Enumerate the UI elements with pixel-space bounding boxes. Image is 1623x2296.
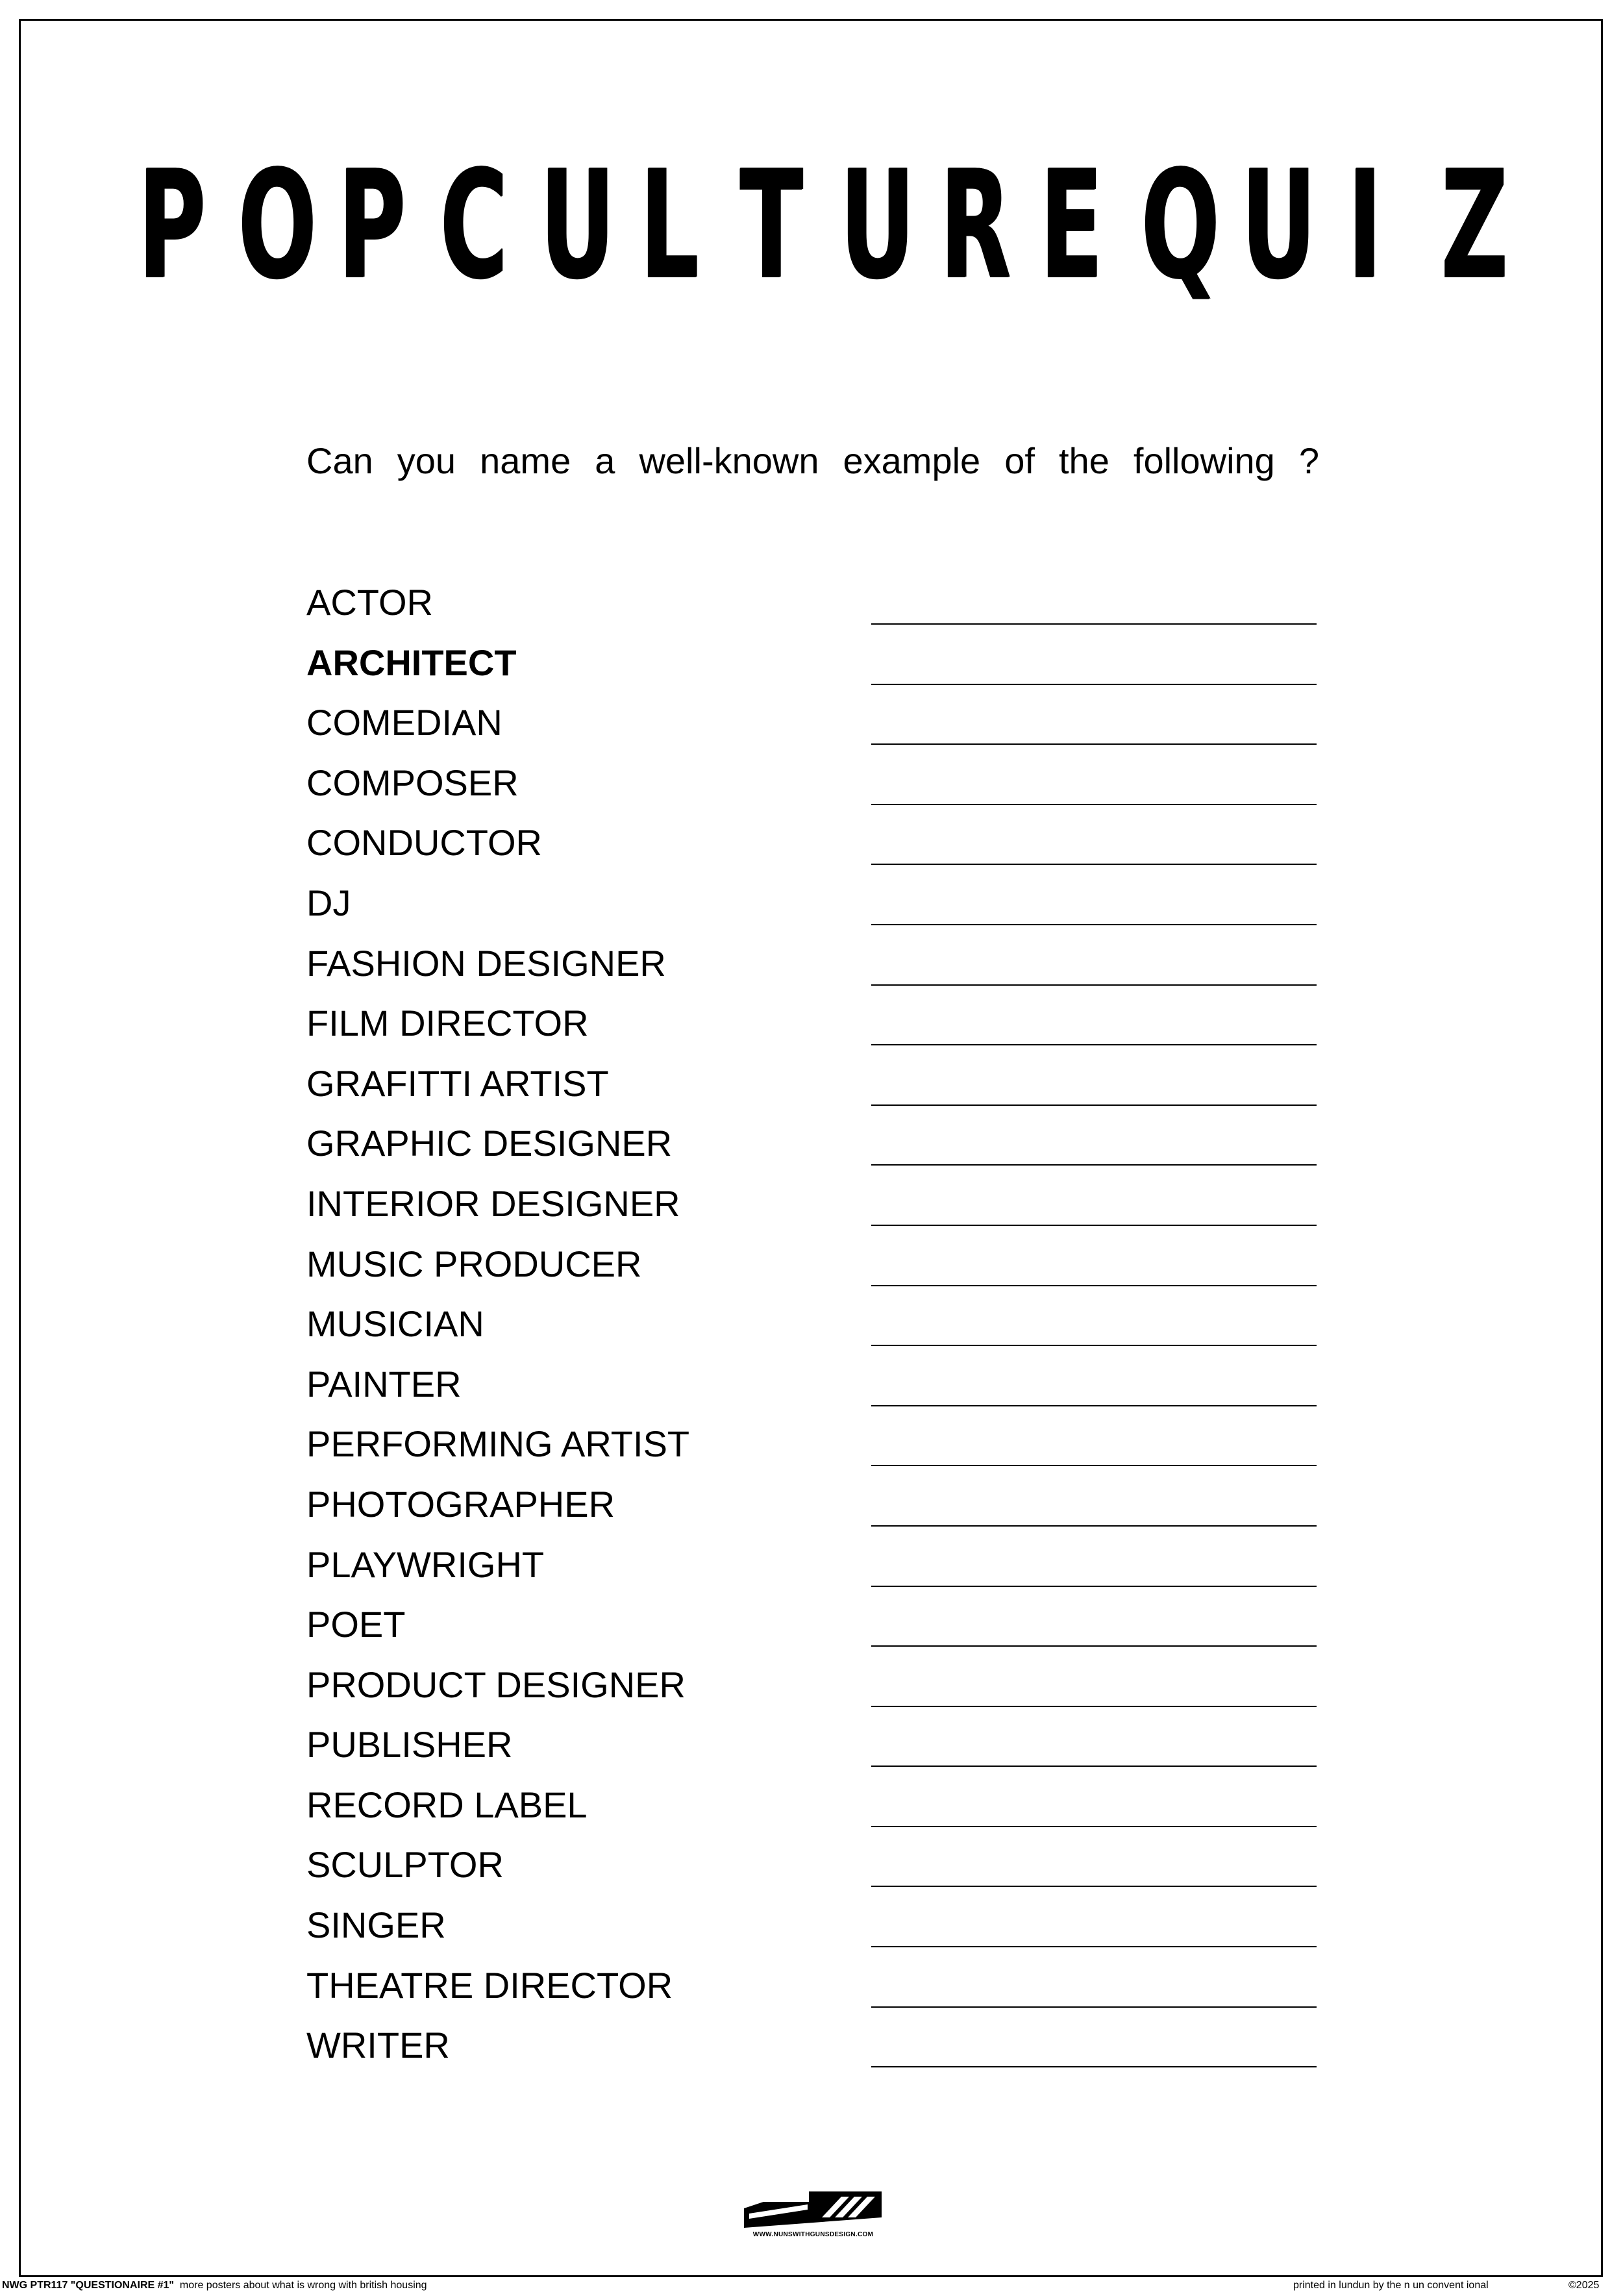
title-letter: Z <box>1441 139 1508 312</box>
title-letter: R <box>939 139 1011 312</box>
title-letter: L <box>639 139 699 312</box>
footer-note: more posters about what is wrong with british housing <box>179 2280 427 2291</box>
answer-line[interactable] <box>871 1345 1317 1346</box>
answer-line[interactable] <box>871 864 1317 865</box>
title-letter: I <box>1347 139 1382 312</box>
category-label: WRITER <box>306 2025 450 2066</box>
title-letter: Q <box>1141 139 1220 312</box>
category-label: RECORD LABEL <box>306 1784 588 1825</box>
answer-row <box>306 822 1317 885</box>
quiz-question <box>306 440 1319 481</box>
answer-line[interactable] <box>871 1285 1317 1286</box>
title-letter: E <box>1039 139 1103 312</box>
category-label: DJ <box>306 882 351 923</box>
title-letter: T <box>739 139 803 312</box>
title-letter: C <box>439 139 508 312</box>
answer-row <box>306 1303 1317 1366</box>
answer-row <box>306 702 1317 765</box>
question-word: well-known <box>639 440 819 481</box>
answer-row <box>306 1182 1317 1246</box>
answer-line[interactable] <box>871 1405 1317 1406</box>
category-label: CONDUCTOR <box>306 822 542 864</box>
answer-row <box>306 2027 1317 2088</box>
answer-row <box>306 1844 1317 1907</box>
category-label: PERFORMING ARTIST <box>306 1423 690 1465</box>
title-letter: P <box>338 139 406 312</box>
title-word <box>425 139 1103 312</box>
answer-line[interactable] <box>871 1946 1317 1947</box>
category-label: COMPOSER <box>306 762 519 803</box>
category-label: COMEDIAN <box>306 702 502 743</box>
question-word: example <box>843 440 981 481</box>
category-label: GRAPHIC DESIGNER <box>306 1123 673 1164</box>
question-word: the <box>1058 440 1109 481</box>
answer-row <box>306 1784 1317 1847</box>
question-word: Can <box>306 440 373 481</box>
answer-row <box>306 1664 1317 1727</box>
answer-row <box>306 762 1317 825</box>
answer-line[interactable] <box>871 2006 1317 2008</box>
answer-line[interactable] <box>871 1706 1317 1707</box>
footer-credit <box>2 2280 427 2291</box>
answer-line[interactable] <box>871 1766 1317 1767</box>
category-label: PUBLISHER <box>306 1724 513 1766</box>
answer-line[interactable] <box>871 1525 1317 1527</box>
answer-line[interactable] <box>871 684 1317 685</box>
answer-row <box>306 584 1317 645</box>
answer-line[interactable] <box>871 2066 1317 2067</box>
answer-list <box>306 584 1317 2088</box>
answer-row <box>306 1483 1317 1547</box>
answer-row <box>306 642 1317 705</box>
answer-row <box>306 1904 1317 1967</box>
answer-row <box>306 882 1317 945</box>
category-label: FILM DIRECTOR <box>306 1003 589 1044</box>
category-label: PRODUCT DESIGNER <box>306 1664 686 1705</box>
category-label: SINGER <box>306 1904 446 1946</box>
category-label: MUSICIAN <box>306 1303 484 1345</box>
answer-row <box>306 1964 1317 2028</box>
category-label: THEATRE DIRECTOR <box>306 1964 673 2006</box>
answer-row <box>306 1724 1317 1787</box>
answer-row <box>306 1125 1317 1186</box>
answer-row <box>306 1005 1317 1066</box>
category-label: PHOTOGRAPHER <box>306 1483 615 1525</box>
category-label: FASHION DESIGNER <box>306 942 666 984</box>
answer-line[interactable] <box>871 1164 1317 1166</box>
category-label: PLAYWRIGHT <box>306 1543 545 1585</box>
category-label: ARCHITECT <box>306 642 517 683</box>
category-label: MUSIC PRODUCER <box>306 1243 642 1284</box>
answer-row <box>306 1606 1317 1667</box>
category-label: ACTOR <box>306 582 433 623</box>
title-word <box>1126 139 1508 312</box>
category-label: POET <box>306 1604 406 1645</box>
footer-printed: printed in lundun by the n un convent ional <box>1293 2280 1489 2291</box>
answer-line[interactable] <box>871 743 1317 745</box>
title-letter: O <box>238 139 317 312</box>
question-word: a <box>595 440 615 481</box>
answer-line[interactable] <box>871 623 1317 625</box>
answer-line[interactable] <box>871 1104 1317 1106</box>
question-word: you <box>397 440 456 481</box>
answer-row <box>306 942 1317 1006</box>
question-word: ? <box>1298 440 1319 481</box>
category-label: GRAFITTI ARTIST <box>306 1062 609 1104</box>
category-label: PAINTER <box>306 1363 462 1404</box>
answer-row <box>306 1423 1317 1486</box>
answer-line[interactable] <box>871 804 1317 805</box>
footer-copyright: ©2025 <box>1568 2280 1600 2291</box>
title-word <box>123 139 406 312</box>
answer-row <box>306 1062 1317 1126</box>
answer-line[interactable] <box>871 1886 1317 1887</box>
answer-line[interactable] <box>871 1826 1317 1827</box>
logo-website: WWW.NUNSWITHGUNSDESIGN.COM <box>752 2231 874 2238</box>
answer-line[interactable] <box>871 1586 1317 1587</box>
nuns-with-guns-logo <box>744 2191 882 2228</box>
title-letter: U <box>1241 139 1317 312</box>
answer-row <box>306 1363 1317 1427</box>
answer-line[interactable] <box>871 924 1317 925</box>
answer-row <box>306 1543 1317 1607</box>
title-letter: U <box>839 139 915 312</box>
footer-code: NWG PTR117 "QUESTIONAIRE #1" <box>2 2280 175 2291</box>
question-word: name <box>480 440 571 481</box>
answer-line[interactable] <box>871 1044 1317 1045</box>
answer-line[interactable] <box>871 984 1317 986</box>
answer-line[interactable] <box>871 1465 1317 1466</box>
title-letter: U <box>539 139 615 312</box>
question-word: of <box>1004 440 1035 481</box>
answer-line[interactable] <box>871 1645 1317 1647</box>
page-title <box>123 139 1508 312</box>
answer-line[interactable] <box>871 1225 1317 1226</box>
category-label: SCULPTOR <box>306 1844 504 1886</box>
question-word: following <box>1133 440 1275 481</box>
category-label: INTERIOR DESIGNER <box>306 1182 680 1224</box>
title-letter: P <box>138 139 206 312</box>
answer-row <box>306 1243 1317 1306</box>
